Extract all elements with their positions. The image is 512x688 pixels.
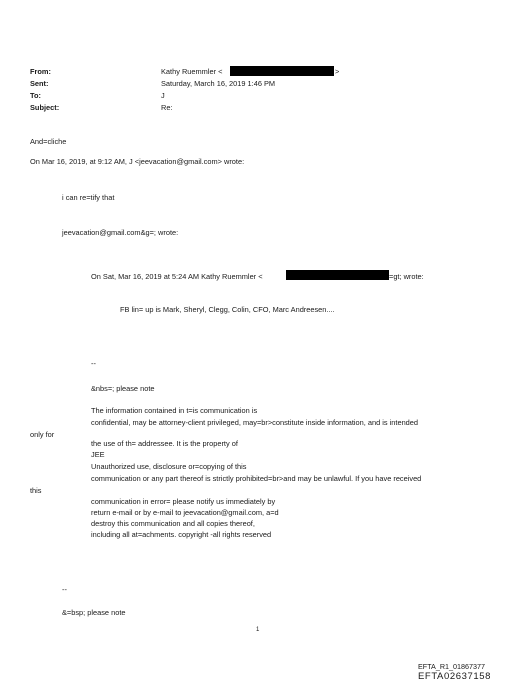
quote1-header: On Mar 16, 2019, at 9:12 AM, J <jeevacation@gmail.com> wrote:	[30, 157, 245, 166]
nbsp-line: &nbs=; please note	[91, 384, 155, 393]
quote1-line1: i can re=tify that	[62, 193, 115, 202]
communication-line: communication or any part thereof is strictly prohibited=br>and may be unlawful. If you have received	[91, 474, 422, 483]
redaction-box	[230, 66, 334, 76]
unauthorized-line: Unauthorized use, disclosure or=copying of this	[91, 462, 247, 471]
error-line-2: return e-mail or by e-mail to jeevacation@gmail.com, a=d	[91, 508, 279, 517]
sent-label: Sent:	[30, 79, 49, 88]
error-line-3: destroy this communication and all copies thereof,	[91, 519, 255, 528]
fb-line: FB lin= up is Mark, Sheryl, Clegg, Colin, CFO, Marc Andreesen....	[120, 305, 335, 314]
confidentiality-line-2: confidential, may be attorney-client privileged, may=br>constitute inside information, and is intended	[91, 418, 419, 427]
page-number: 1	[256, 627, 260, 633]
from-label: From:	[30, 67, 51, 76]
sent-value: Saturday, March 16, 2019 1:46 PM	[161, 79, 276, 88]
dashes: --	[91, 359, 96, 368]
this-text: this	[30, 486, 42, 495]
redaction-box	[286, 270, 389, 280]
subject-value: Re:	[161, 103, 173, 112]
jee-text: JEE	[91, 450, 105, 459]
use-line: the use of th= addressee. It is the property of	[91, 439, 238, 448]
from-value	[161, 67, 222, 76]
subject-label: Subject:	[30, 103, 60, 112]
bates-number-r1: EFTA_R1_01867377	[418, 662, 485, 671]
error-line-4: including all at=achments. copyright -all rights reserved	[91, 530, 272, 539]
error-line-1: communication in error= please notify us immediately by	[91, 497, 276, 506]
quote2-header-suffix: =gt; wrote:	[389, 272, 424, 281]
to-value: J	[161, 91, 165, 100]
bsp-line: &=bsp; please note	[62, 608, 126, 617]
quote1-line2: jeevacation@gmail.com&g=; wrote:	[62, 228, 179, 237]
only-for-text: only for	[30, 430, 55, 439]
from-value-suffix: >	[335, 67, 340, 76]
reply-text: And=cliche	[30, 137, 67, 146]
dashes: --	[62, 585, 67, 594]
to-label: To:	[30, 91, 41, 100]
bates-number: EFTA02637158	[418, 671, 492, 682]
quote2-header-prefix: On Sat, Mar 16, 2019 at 5:24 AM Kathy Ruemmler <	[91, 272, 263, 281]
confidentiality-line-1: The information contained in t=is communication is	[91, 406, 258, 415]
from-value-prefix: Kathy Ruemmler <	[161, 67, 223, 76]
